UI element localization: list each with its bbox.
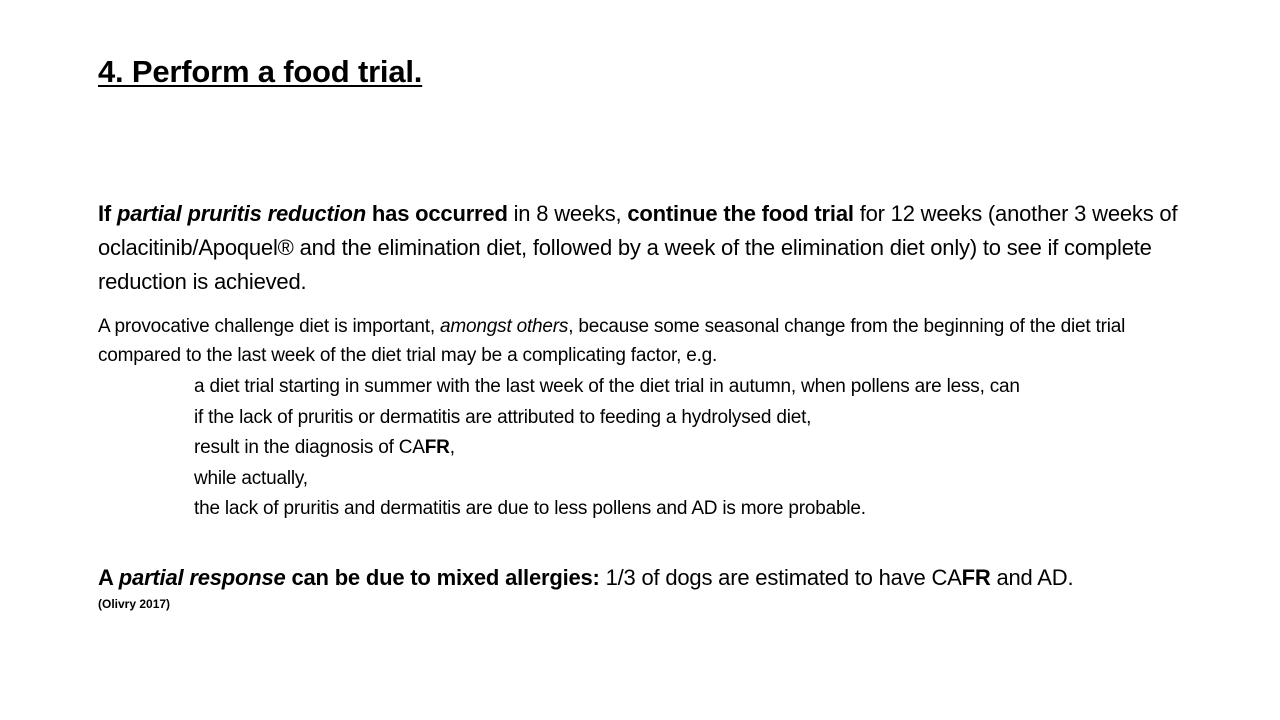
- text-italic: amongst others: [440, 316, 569, 337]
- partial-response-paragraph: [98, 562, 1218, 594]
- example-line: if the lack of pruritis or dermatitis are attributed to feeding a hydrolysed diet,: [194, 406, 812, 428]
- provocative-challenge-paragraph: [98, 312, 1208, 370]
- text-regular: and AD.: [990, 565, 1074, 590]
- example-indented-block: [194, 372, 1224, 525]
- slide-title: 4. Perform a food trial.: [98, 54, 423, 89]
- text-bold: can be due to mixed allergies:: [285, 565, 600, 590]
- partial-reduction-paragraph: [98, 197, 1198, 299]
- example-line: while actually,: [194, 467, 308, 489]
- example-line: the lack of pruritis and dermatitis are due to less pollens and AD is more probable.: [194, 498, 866, 519]
- text-regular: , because some seasonal change from the beginning of the diet trial compared to the last week of the diet trial may be a complicating factor, e.g.: [98, 316, 1126, 366]
- text-bold: FR: [961, 565, 991, 590]
- text-bold: continue the food trial: [627, 201, 854, 226]
- text-bold-italic: partial response: [118, 565, 286, 590]
- text-regular: A provocative challenge diet is important,: [98, 316, 441, 337]
- text-regular: 1/3 of dogs are estimated to have CA: [599, 565, 962, 590]
- text-bold-italic: partial pruritis reduction: [116, 201, 367, 226]
- text-bold: If: [98, 201, 117, 226]
- text-bold: has occurred: [366, 201, 508, 226]
- text-regular: in 8 weeks,: [507, 201, 628, 226]
- text-bold: A: [98, 565, 119, 590]
- example-line: a diet trial starting in summer with the last week of the diet trial in autumn, when pollens are less, can: [194, 376, 1020, 397]
- citation: (Olivry 2017): [98, 597, 171, 611]
- text-regular: for 12 weeks (another 3 weeks of oclacitinib/Apoquel® and the elimination diet, followed by a week of the elimination diet only) to see if complete reduction is achieved.: [98, 201, 1178, 294]
- example-line: result in the diagnosis of CAFR,: [194, 437, 455, 458]
